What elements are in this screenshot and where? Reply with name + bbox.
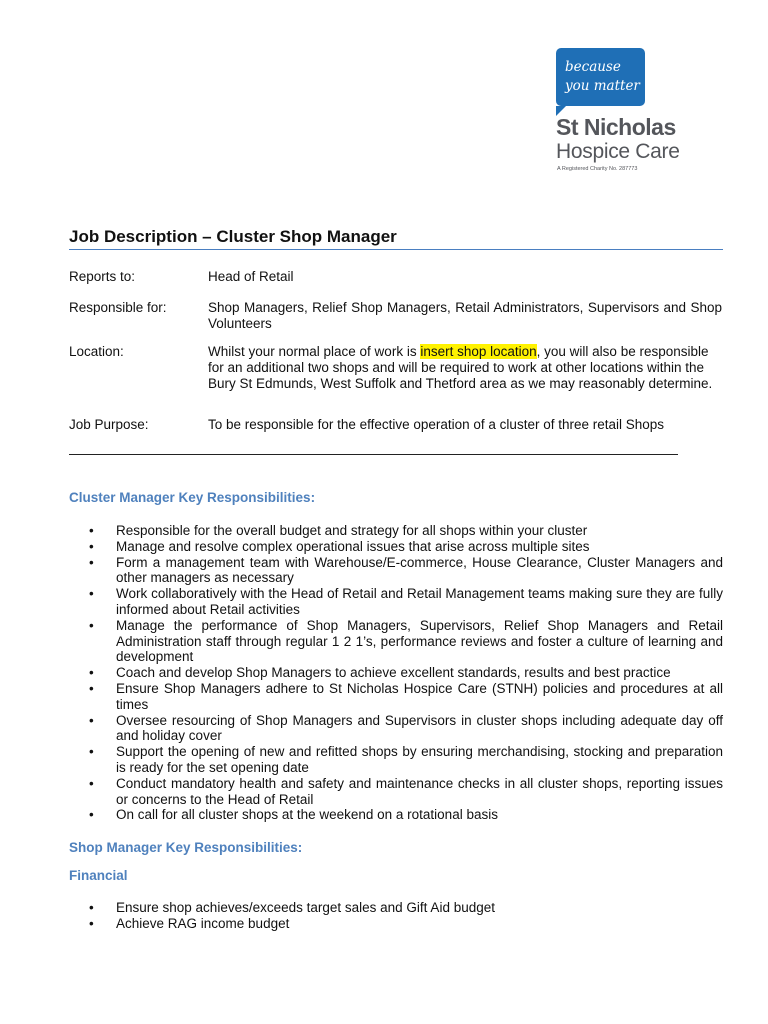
list-item: • Ensure Shop Managers adhere to St Nicholas Hospice Care (STNH) policies and procedures at all times <box>69 681 723 713</box>
list-item: • Responsible for the overall budget and strategy for all shops within your cluster <box>69 523 723 539</box>
cluster-responsibilities-list <box>69 523 723 823</box>
list-item: • Form a management team with Warehouse/E-commerce, House Clearance, Cluster Managers and other managers as necessary <box>69 555 723 587</box>
list-item: • Ensure shop achieves/exceeds target sales and Gift Aid budget <box>69 900 723 916</box>
list-item: • Achieve RAG income budget <box>69 916 723 932</box>
job-purpose-label: Job Purpose: <box>69 417 149 432</box>
logo-org-subtitle: Hospice Care <box>556 140 680 163</box>
list-item: • Work collaboratively with the Head of Retail and Retail Management teams making sure they are fully informed about Retail activities <box>69 586 723 618</box>
cluster-responsibilities-heading: Cluster Manager Key Responsibilities: <box>69 490 316 505</box>
financial-heading: Financial <box>69 868 128 883</box>
reports-to-value: Head of Retail <box>208 269 294 284</box>
section-separator <box>69 454 678 455</box>
list-item: • Manage and resolve complex operational issues that arise across multiple sites <box>69 539 723 555</box>
list-item: • Support the opening of new and refitted shops by ensuring merchandising, stocking and preparation is ready for the set opening date <box>69 744 723 776</box>
location-label: Location: <box>69 344 124 359</box>
list-item: • Oversee resourcing of Shop Managers and Supervisors in cluster shops including adequate day off and holiday cover <box>69 713 723 745</box>
location-value <box>208 344 722 392</box>
responsible-for-value: Shop Managers, Relief Shop Managers, Retail Administrators, Supervisors and Shop Volunteers <box>208 300 722 331</box>
page-title: Job Description – Cluster Shop Manager <box>69 227 397 246</box>
location-text-prefix: Whilst your normal place of work is <box>208 344 421 359</box>
shop-responsibilities-heading: Shop Manager Key Responsibilities: <box>69 840 303 855</box>
list-item: • Conduct mandatory health and safety and maintenance checks in all cluster shops, reporting issues or concerns to the Head of Retail <box>69 776 723 808</box>
job-purpose-value: To be responsible for the effective operation of a cluster of three retail Shops <box>208 417 665 432</box>
logo-tagline-line1: because <box>565 59 621 75</box>
list-item: • On call for all cluster shops at the weekend on a rotational basis <box>69 807 723 823</box>
logo-tagline-line2: you matter <box>565 78 640 94</box>
title-divider <box>69 249 723 250</box>
st-nicholas-logo <box>556 48 716 172</box>
speech-bubble-icon <box>556 48 645 106</box>
location-highlight: insert shop location <box>420 344 537 359</box>
financial-list <box>69 900 723 932</box>
location-text-suffix: , you will also be responsible for an additional two shops and will be required to work at other locations within the Bury St Edmunds, West Suffolk and Thetford area as we may reasonably determine. <box>208 344 713 391</box>
responsible-for-label: Responsible for: <box>69 300 167 315</box>
logo-charity-number: A Registered Charity No. 287773 <box>557 166 638 172</box>
logo-org-name: St Nicholas <box>556 114 676 140</box>
list-item: • Manage the performance of Shop Managers, Supervisors, Relief Shop Managers and Retail Administration staff through regular 1 2 1’s, performance reviews and foster a culture of learning and development <box>69 618 723 665</box>
reports-to-label: Reports to: <box>69 269 136 284</box>
list-item: • Coach and develop Shop Managers to achieve excellent standards, results and best practice <box>69 665 723 681</box>
